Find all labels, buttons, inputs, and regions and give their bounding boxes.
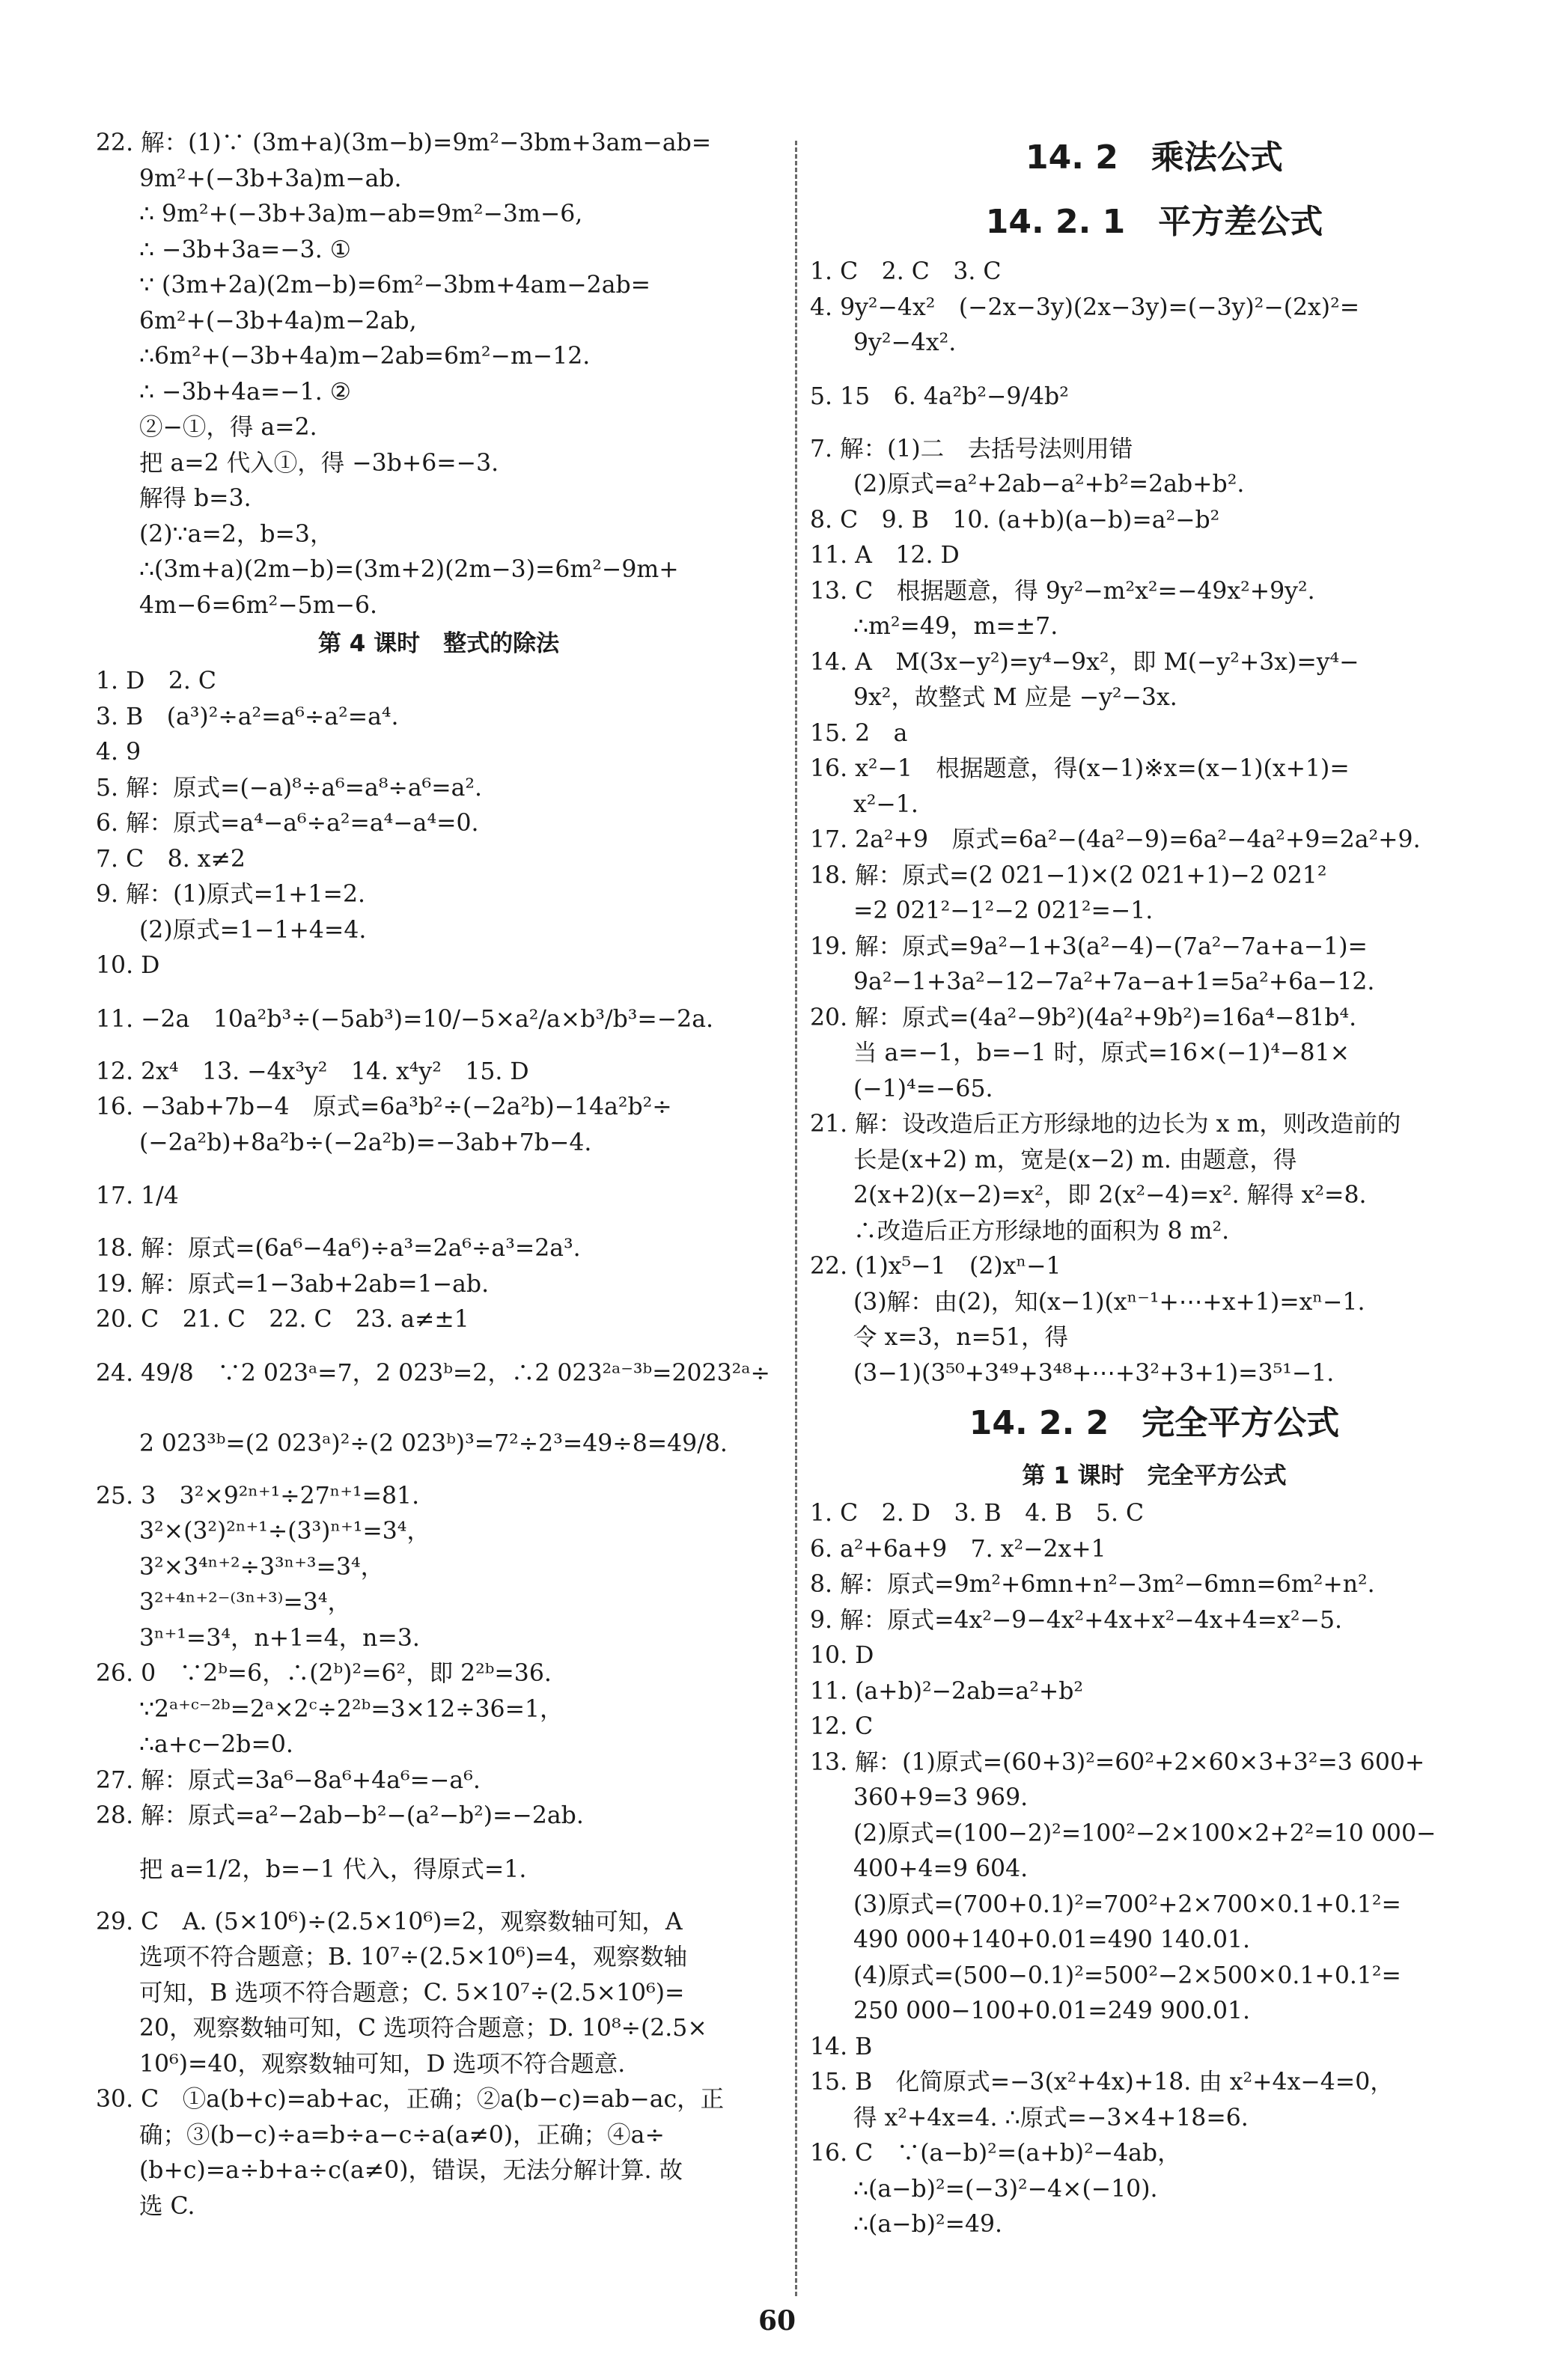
- answer-line: ∴ 9m²+(−3b+3a)m−ab=9m²−3m−6,: [139, 201, 583, 228]
- lesson-heading: 第 4 课时 整式的除法: [317, 630, 560, 657]
- answer-line: 6. 解：原式=a⁴−a⁶÷a²=a⁴−a⁴=0.: [96, 810, 479, 837]
- answer-line: 2(x+2)(x−2)=x²，即 2(x²−4)=x². 解得 x²=8.: [853, 1182, 1367, 1209]
- answer-line: 22. 解：(1)∵ (3m+a)(3m−b)=9m²−3bm+3am−ab=: [96, 129, 712, 156]
- answer-line: 19. 解：原式=1−3ab+2ab=1−ab.: [96, 1270, 490, 1298]
- answer-line: 25. 3 3²×9²ⁿ⁺¹÷27ⁿ⁺¹=81.: [96, 1482, 420, 1510]
- answer-line: 6m²+(−3b+4a)m−2ab,: [139, 307, 417, 335]
- answer-line: 11. −2a 10a²b³÷(−5ab³)=10/−5×a²/a×b³/b³=−2a.: [96, 1005, 714, 1033]
- answer-line: 12. C: [810, 1713, 874, 1740]
- answer-line: 13. C 根据题意，得 9y²−m²x²=−49x²+9y².: [810, 577, 1315, 605]
- right-column: [810, 126, 1499, 2243]
- column-divider: [795, 141, 797, 2296]
- answer-line: 7. 解：(1)二 去括号法则用错: [810, 435, 1133, 463]
- answer-line: 16. −3ab+7b−4 原式=6a³b²÷(−2a²b)−14a²b²÷: [96, 1093, 672, 1120]
- answer-line: 1. C 2. D 3. B 4. B 5. C: [810, 1500, 1145, 1527]
- answer-line: 16. C ∵(a−b)²=(a+b)²−4ab，: [810, 2140, 1181, 2167]
- answer-line: 7. C 8. x≠2: [96, 845, 246, 873]
- answer-line: 11. A 12. D: [810, 542, 960, 569]
- answer-line: 得 x²+4x=4. ∴原式=−3×4+18=6.: [853, 2104, 1249, 2132]
- answer-line: (2)原式=1−1+4=4.: [139, 916, 367, 944]
- answer-line: ∵2ᵃ⁺ᶜ⁻²ᵇ=2ᵃ×2ᶜ÷2²ᵇ=3×12÷36=1，: [139, 1695, 564, 1723]
- answer-line: 10⁶)=40，观察数轴可知，D 选项不符合题意.: [139, 2050, 626, 2078]
- answer-line: (−2a²b)+8a²b÷(−2a²b)=−3ab+7b−4.: [139, 1129, 592, 1156]
- answer-line: 3²×(3²)²ⁿ⁺¹÷(3³)ⁿ⁺¹=3⁴，: [139, 1518, 430, 1545]
- answer-line: (3)解：由(2)，知(x−1)(xⁿ⁻¹+⋯+x+1)=xⁿ−1.: [853, 1288, 1365, 1316]
- answer-line: 9y²−4x².: [853, 329, 957, 356]
- answer-line: 4m−6=6m²−5m−6.: [139, 591, 378, 619]
- answer-line: 360+9=3 969.: [853, 1784, 1029, 1811]
- answer-line: 8. 解：原式=9m²+6mn+n²−3m²−6mn=6m²+n².: [810, 1571, 1375, 1598]
- answer-line: 19. 解：原式=9a²−1+3(a²−4)−(7a²−7a+a−1)=: [810, 933, 1368, 960]
- answer-line: 17. 2a²+9 原式=6a²−(4a²−9)=6a²−4a²+9=2a²+9.: [810, 826, 1421, 853]
- answer-line: (b+c)=a÷b+a÷c(a≠0)，错误，无法分解计算. 故: [139, 2157, 683, 2184]
- answer-line: 20. C 21. C 22. C 23. a≠±1: [96, 1306, 469, 1333]
- answer-line: 22. (1)x⁵−1 (2)xⁿ−1: [810, 1253, 1061, 1280]
- answer-line: 5. 15 6. 4a²b²−9/4b²: [810, 382, 1069, 410]
- answer-line: 9. 解：原式=4x²−9−4x²+4x+x²−4x+4=x²−5.: [810, 1606, 1343, 1634]
- section-heading: 14. 2. 2 完全平方公式: [969, 1404, 1340, 1442]
- answer-line: ∵ (3m+2a)(2m−b)=6m²−3bm+4am−2ab=: [139, 272, 651, 299]
- answer-line: 9a²−1+3a²−12−7a²+7a−a+1=5a²+6a−12.: [853, 968, 1375, 995]
- answer-line: 29. C A. (5×10⁶)÷(2.5×10⁶)=2，观察数轴可知，A: [96, 1908, 683, 1935]
- answer-line: 18. 解：原式=(6a⁶−4a⁶)÷a³=2a⁶÷a³=2a³.: [96, 1235, 581, 1262]
- answer-line: 10. D: [96, 952, 160, 979]
- section-heading: 14. 2 乘法公式: [1026, 138, 1283, 177]
- answer-line: 21. 解：设改造后正方形绿地的边长为 x m，则改造前的: [810, 1111, 1401, 1138]
- answer-line: 9. 解：(1)原式=1+1=2.: [96, 881, 366, 908]
- answer-line: 30. C ①a(b+c)=ab+ac，正确；②a(b−c)=ab−ac，正: [96, 2086, 725, 2113]
- answer-line: 20，观察数轴可知，C 选项符合题意；D. 10⁸÷(2.5×: [139, 2015, 707, 2042]
- answer-line: 5. 解：原式=(−a)⁸÷a⁶=a⁸÷a⁶=a².: [96, 774, 483, 802]
- answer-line: 16. x²−1 根据题意，得(x−1)※x=(x−1)(x+1)=: [810, 755, 1350, 782]
- answer-line: ∴(3m+a)(2m−b)=(3m+2)(2m−3)=6m²−9m+: [139, 556, 679, 583]
- answer-line: 14. A M(3x−y²)=y⁴−9x²，即 M(−y²+3x)=y⁴−: [810, 648, 1359, 676]
- answer-line: 17. 1/4: [96, 1183, 179, 1209]
- answer-line: 15. 2 a: [810, 719, 908, 747]
- answer-line: 解得 b=3.: [139, 485, 252, 512]
- answer-line: 1. D 2. C: [96, 668, 216, 695]
- answer-line: 把 a=1/2，b=−1 代入，得原式=1.: [139, 1855, 527, 1883]
- lesson-heading: 第 1 课时 完全平方公式: [1022, 1462, 1287, 1489]
- answer-line: ∴改造后正方形绿地的面积为 8 m².: [853, 1217, 1230, 1245]
- answer-line: (4)原式=(500−0.1)²=500²−2×500×0.1+0.1²=: [853, 1962, 1401, 1989]
- answer-line: (3)原式=(700+0.1)²=700²+2×700×0.1+0.1²=: [853, 1891, 1401, 1918]
- answer-line: 4. 9: [96, 739, 141, 766]
- answer-line: ∴ −3b+3a=−3. ①: [139, 236, 351, 263]
- answer-line: 3²⁺⁴ⁿ⁺²⁻⁽³ⁿ⁺³⁾=3⁴，: [139, 1589, 351, 1616]
- answer-line: 确；③(b−c)÷a=b÷a−c÷a(a≠0)，正确；④a÷: [139, 2121, 665, 2149]
- answer-line: (2)原式=a²+2ab−a²+b²=2ab+b².: [853, 471, 1245, 498]
- answer-line: 当 a=−1，b=−1 时，原式=16×(−1)⁴−81×: [853, 1040, 1350, 1067]
- answer-line: 15. B 化简原式=−3(x²+4x)+18. 由 x²+4x−4=0，: [810, 2069, 1394, 2096]
- answer-line: 27. 解：原式=3a⁶−8a⁶+4a⁶=−a⁶.: [96, 1766, 481, 1794]
- answer-line: 选项不符合题意；B. 10⁷÷(2.5×10⁶)=4，观察数轴: [139, 1944, 687, 1971]
- answer-line: 把 a=2 代入①，得 −3b+6=−3.: [139, 449, 499, 477]
- answer-line: 14. B: [810, 2033, 873, 2060]
- answer-line: 11. (a+b)²−2ab=a²+b²: [810, 1677, 1084, 1705]
- answer-line: ∴(a−b)²=(−3)²−4×(−10).: [853, 2175, 1158, 2203]
- answer-line: 长是(x+2) m，宽是(x−2) m. 由题意，得: [853, 1146, 1297, 1174]
- answer-line: 6. a²+6a+9 7. x²−2x+1: [810, 1535, 1106, 1563]
- answer-line: 可知，B 选项不符合题意；C. 5×10⁷÷(2.5×10⁶)=: [139, 1979, 685, 2007]
- answer-line: 1. C 2. C 3. C: [810, 258, 1002, 285]
- answer-line: 18. 解：原式=(2 021−1)×(2 021+1)−2 021²: [810, 861, 1327, 889]
- answer-line: ∴6m²+(−3b+4a)m−2ab=6m²−m−12.: [139, 343, 591, 370]
- answer-line: 490 000+140+0.01=490 140.01.: [853, 1926, 1251, 1953]
- answer-line: ∴a+c−2b=0.: [139, 1731, 293, 1758]
- answer-line: 24. 49/8 ∵2 023ᵃ=7，2 023ᵇ=2，∴2 023²ᵃ⁻³ᵇ=2023²ᵃ÷: [96, 1359, 770, 1387]
- answer-line: 26. 0 ∵2ᵇ=6，∴(2ᵇ)²=6²，即 2²ᵇ=36.: [96, 1660, 552, 1687]
- answer-line: 3ⁿ⁺¹=3⁴，n+1=4，n=3.: [139, 1624, 420, 1652]
- section-heading: 14. 2. 1 平方差公式: [985, 203, 1323, 241]
- answer-line: ∴(a−b)²=49.: [853, 2211, 1003, 2238]
- answer-line: (2)原式=(100−2)²=100²−2×100×2+2²=10 000−: [853, 1819, 1436, 1847]
- answer-line: 12. 2x⁴ 13. −4x³y² 14. x⁴y² 15. D: [96, 1058, 529, 1085]
- answer-line: 400+4=9 604.: [853, 1855, 1029, 1882]
- answer-line: 10. D: [810, 1642, 874, 1669]
- answer-line: 250 000−100+0.01=249 900.01.: [853, 1998, 1251, 2024]
- answer-line: 8. C 9. B 10. (a+b)(a−b)=a²−b²: [810, 506, 1220, 534]
- answer-line: 令 x=3，n=51，得: [853, 1324, 1068, 1351]
- answer-line: 28. 解：原式=a²−2ab−b²−(a²−b²)=−2ab.: [96, 1802, 584, 1829]
- answer-line: ∴ −3b+4a=−1. ②: [139, 378, 351, 406]
- answer-line: (2)∵a=2，b=3，: [139, 520, 334, 548]
- answer-line: (3−1)(3⁵⁰+3⁴⁹+3⁴⁸+⋯+3²+3+1)=3⁵¹−1.: [853, 1359, 1335, 1387]
- answer-line: 2 023³ᵇ=(2 023ᵃ)²÷(2 023ᵇ)³=7²÷2³=49÷8=49/8.: [139, 1429, 728, 1457]
- answer-line: 4. 9y²−4x² (−2x−3y)(2x−3y)=(−3y)²−(2x)²=: [810, 293, 1360, 321]
- answer-line: 13. 解：(1)原式=(60+3)²=60²+2×60×3+3²=3 600+: [810, 1748, 1425, 1776]
- answer-line: 20. 解：原式=(4a²−9b²)(4a²+9b²)=16a⁴−81b⁴.: [810, 1004, 1357, 1031]
- answer-line: ②−①，得 a=2.: [139, 414, 317, 441]
- answer-line: (−1)⁴=−65.: [853, 1075, 993, 1102]
- answer-line: 3. B (a³)²÷a²=a⁶÷a²=a⁴.: [96, 703, 399, 730]
- answer-line: 3²×3⁴ⁿ⁺²÷3³ⁿ⁺³=3⁴，: [139, 1553, 385, 1581]
- answer-line: 9m²+(−3b+3a)m−ab.: [139, 165, 402, 192]
- page-number: 60: [758, 2305, 796, 2337]
- left-column: [96, 126, 781, 2224]
- answer-line: 9x²，故整式 M 应是 −y²−3x.: [853, 684, 1177, 711]
- answer-line: 选 C.: [139, 2192, 195, 2220]
- answer-line: ∴m²=49，m=±7.: [853, 613, 1058, 640]
- answer-line: x²−1.: [853, 790, 918, 818]
- answer-line: =2 021²−1²−2 021²=−1.: [853, 897, 1154, 924]
